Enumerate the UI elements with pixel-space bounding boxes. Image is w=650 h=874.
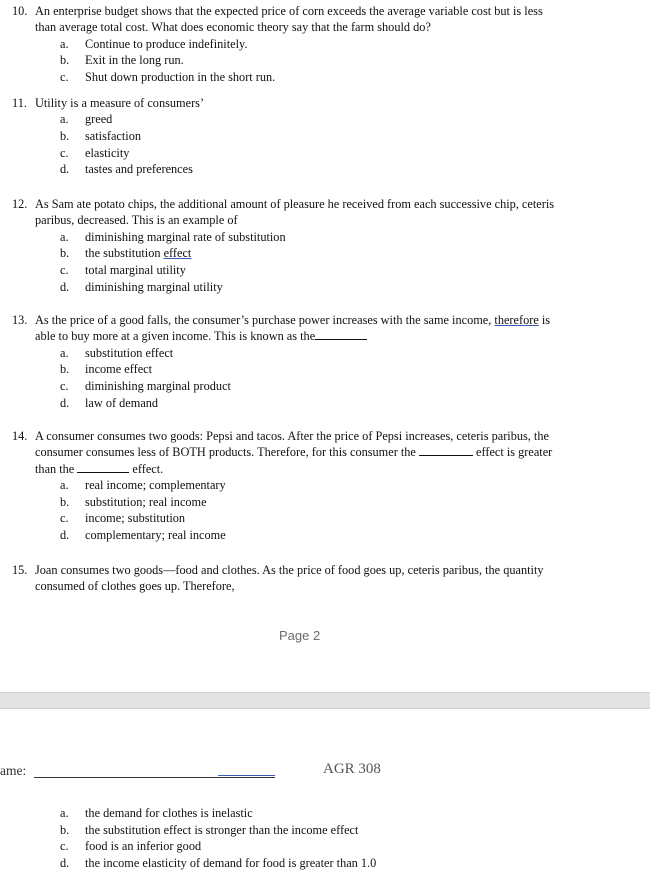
option-c	[12, 145, 612, 162]
stem-line: As Sam ate potato chips, the additional amount of pleasure he received from each successive chip, ceteris	[35, 197, 555, 211]
option-letter: c.	[60, 145, 69, 160]
question-number: 13.	[12, 313, 28, 327]
option-letter: a.	[60, 806, 69, 820]
question-10	[12, 3, 612, 86]
answer-blank	[315, 328, 367, 340]
question-13	[12, 312, 612, 411]
option-text: the demand for clothes is inelastic	[85, 806, 253, 820]
option-text: the substitution effect is stronger than the income effect	[85, 822, 359, 837]
question-number: 10.	[12, 4, 28, 18]
option-letter: a.	[60, 36, 69, 51]
question-15-options	[12, 805, 612, 871]
question-stem	[35, 95, 612, 111]
option-letter: d.	[60, 279, 70, 294]
stem-line	[35, 328, 612, 344]
options-list	[12, 345, 612, 411]
option-a	[12, 36, 612, 53]
option-a	[12, 477, 612, 494]
option-a	[12, 805, 612, 822]
option-letter: b.	[60, 129, 70, 143]
option-text	[85, 245, 191, 262]
option-text: law of demand	[85, 395, 159, 410]
option-text: real income; complementary	[85, 478, 226, 493]
stem-line	[35, 312, 612, 328]
stem-text: able to buy more at a given income. This is known as the	[35, 329, 316, 344]
option-letter: b.	[60, 53, 70, 68]
option-letter: a.	[60, 345, 69, 360]
option-d	[12, 527, 612, 544]
option-a	[12, 229, 612, 246]
option-text: greed	[85, 112, 113, 127]
stem-line	[35, 444, 612, 460]
option-letter: d.	[60, 162, 70, 177]
question-number: 15.	[12, 563, 28, 577]
option-c	[12, 69, 612, 86]
option-letter: c.	[60, 379, 69, 393]
option-letter: c.	[60, 263, 69, 277]
name-field-line	[34, 777, 218, 778]
option-c	[12, 838, 612, 855]
option-letter: a.	[60, 478, 69, 493]
name-field-line-end	[218, 777, 275, 778]
answer-blank	[77, 461, 129, 473]
option-b	[12, 822, 612, 839]
question-11	[12, 95, 612, 178]
option-text: Continue to produce indefinitely.	[85, 36, 248, 51]
option-letter: d.	[60, 855, 70, 870]
question-14	[12, 428, 612, 544]
option-text: total marginal utility	[85, 263, 186, 277]
question-stem	[35, 3, 612, 36]
option-a	[12, 345, 612, 362]
question-stem	[35, 562, 612, 595]
option-letter: b.	[60, 362, 70, 377]
question-15	[12, 562, 612, 595]
option-text: the income elasticity of demand for food is greater than 1.0	[85, 855, 377, 870]
question-number: 12.	[12, 197, 28, 211]
course-code: AGR 308	[323, 761, 381, 777]
stem-text: consumer consumes less of BOTH products. Therefore, for this consumer the	[35, 445, 419, 460]
option-text: complementary; real income	[85, 528, 226, 542]
option-d	[12, 395, 612, 412]
option-letter: d.	[60, 395, 70, 410]
option-text: diminishing marginal product	[85, 379, 231, 393]
option-text: income effect	[85, 362, 153, 377]
option-letter: a.	[60, 229, 69, 244]
stem-line: Utility is a measure of consumers’	[35, 96, 205, 110]
option-text: Exit in the long run.	[85, 53, 184, 68]
option-a	[12, 111, 612, 128]
stem-text: than the	[35, 461, 78, 476]
stem-line	[35, 461, 612, 477]
option-text: diminishing marginal rate of substitution	[85, 229, 286, 244]
option-text: substitution; real income	[85, 494, 207, 509]
option-b	[12, 494, 612, 511]
stem-text: effect is greater	[472, 445, 553, 460]
name-label: ame:	[0, 763, 27, 778]
question-number: 11.	[12, 96, 27, 110]
option-b	[12, 245, 612, 262]
option-text: substitution effect	[85, 345, 174, 360]
option-letter: a.	[60, 112, 69, 127]
question-stem	[35, 196, 612, 229]
stem-line: paribus, decreased. This is an example of	[35, 213, 238, 228]
option-letter: c.	[60, 839, 69, 854]
stem-line: A consumer consumes two goods: Pepsi and tacos. After the price of Pepsi increases, ceteris paribus, the	[35, 429, 549, 443]
option-text: food is an inferior good	[85, 839, 202, 854]
options-list	[12, 111, 612, 177]
options-list	[12, 229, 612, 295]
question-number: 14.	[12, 429, 28, 443]
option-c	[12, 510, 612, 527]
stem-line: Joan consumes two goods—food and clothes. As the price of food goes up, ceteris paribus, the quantity	[35, 563, 544, 577]
option-b	[12, 52, 612, 69]
option-text: tastes and preferences	[85, 162, 193, 177]
options-list	[12, 805, 612, 871]
option-text: elasticity	[85, 145, 130, 160]
name-field-line-accent	[218, 775, 275, 776]
stem-text: is	[538, 313, 551, 327]
option-text: income; substitution	[85, 511, 186, 526]
option-letter: c.	[60, 70, 69, 84]
options-list	[12, 36, 612, 86]
option-letter: c.	[60, 511, 69, 526]
option-b	[12, 128, 612, 145]
stem-line: consumed of clothes goes up. Therefore,	[35, 579, 235, 594]
page-number-footer: Page 2	[279, 628, 321, 643]
option-d	[12, 161, 612, 178]
option-letter: b.	[60, 494, 70, 509]
stem-line: than average total cost. What does economic theory say that the farm should do?	[35, 20, 431, 35]
option-d	[12, 855, 612, 872]
option-text-part: the substitution	[85, 246, 164, 261]
question-12	[12, 196, 612, 295]
stem-text: As the price of a good falls, the consumer’s purchase power increases with the same income,	[35, 313, 495, 327]
question-stem	[35, 428, 612, 477]
option-letter: b.	[60, 246, 70, 261]
option-d	[12, 279, 612, 296]
stem-line: An enterprise budget shows that the expected price of corn exceeds the average variable cost but is less	[35, 4, 543, 18]
option-letter: d.	[60, 528, 70, 542]
underlined-word: therefore	[494, 313, 539, 327]
options-list	[12, 477, 612, 543]
page-separator	[0, 692, 650, 709]
option-text: diminishing marginal utility	[85, 279, 223, 294]
option-letter: b.	[60, 822, 70, 837]
option-text: satisfaction	[85, 129, 142, 143]
option-text: Shut down production in the short run.	[85, 70, 276, 84]
question-stem	[35, 312, 612, 345]
stem-text: effect.	[129, 461, 164, 476]
underlined-word: effect	[163, 246, 192, 261]
option-b	[12, 361, 612, 378]
option-c	[12, 262, 612, 279]
answer-blank	[419, 444, 473, 456]
option-c	[12, 378, 612, 395]
